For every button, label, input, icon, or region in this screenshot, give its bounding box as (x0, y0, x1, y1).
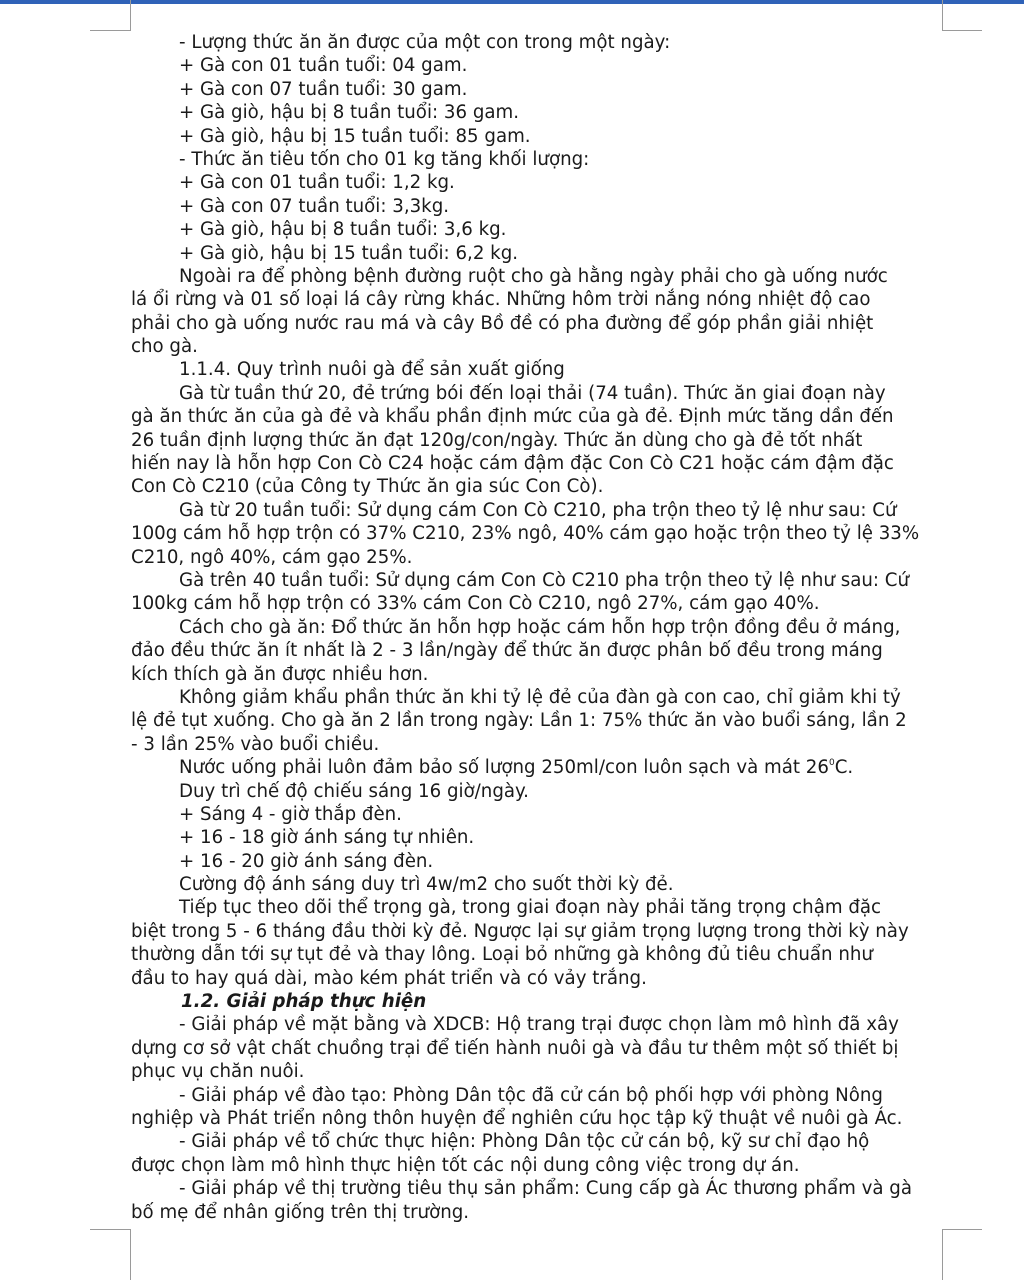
crop-mark-bottom-right (942, 1229, 982, 1230)
text-line: Gà từ 20 tuần tuổi: Sử dụng cám Con Cò C210, pha trộn theo tỷ lệ như sau: Cứ (179, 499, 897, 521)
crop-mark-top-left (90, 30, 131, 31)
text-line: Cách cho gà ăn: Đổ thức ăn hỗn hợp hoặc cám hỗn hợp trộn đồng đều ở máng, (179, 616, 901, 638)
text-line: + Gà con 07 tuần tuổi: 3,3kg. (179, 195, 450, 217)
text-line: cho gà. (131, 336, 198, 358)
text-line: Con Cò C210 (của Công ty Thức ăn gia súc Con Cò). (131, 476, 604, 498)
crop-mark-bottom-right-v (942, 1229, 943, 1280)
text-line: phục vụ chăn nuôi. (131, 1061, 305, 1083)
text-line: 1.1.4. Quy trình nuôi gà để sản xuất giống (179, 359, 565, 381)
text-line: - Thức ăn tiêu tốn cho 01 kg tăng khối lượng: (179, 148, 590, 170)
crop-mark-top-right-v (942, 0, 943, 31)
text-line: thường dẫn tới sự tụt đẻ và thay lông. Loại bỏ những gà không đủ tiêu chuẩn như (131, 944, 873, 966)
text-line: + Gà con 01 tuần tuổi: 1,2 kg. (179, 172, 455, 194)
text-line: 100g cám hỗ hợp trộn có 37% C210, 23% ngô, 40% cám gạo hoặc trộn theo tỷ lệ 33% (131, 523, 920, 545)
text-line: Duy trì chế độ chiếu sáng 16 giờ/ngày. (179, 780, 529, 802)
text-line: - Giải pháp về đào tạo: Phòng Dân tộc đã cử cán bộ phối hợp với phòng Nông (179, 1084, 883, 1106)
text-line: C210, ngô 40%, cám gạo 25%. (131, 546, 413, 568)
text-line: + Gà con 01 tuần tuổi: 04 gam. (179, 55, 468, 77)
text-line: Gà từ tuần thứ 20, đẻ trứng bói đến loại thải (74 tuần). Thức ăn giai đoạn này (179, 382, 886, 404)
text-line: Tiếp tục theo dõi thể trọng gà, trong giai đoạn này phải tăng trọng chậm đặc (179, 897, 882, 919)
text-line: + Gà con 07 tuần tuổi: 30 gam. (179, 78, 468, 100)
text-line: - Giải pháp về tổ chức thực hiện: Phòng Dân tộc cử cán bộ, kỹ sư chỉ đạo hộ (179, 1131, 870, 1153)
text-line: gà ăn thức ăn của gà đẻ và khẩu phần định mức của gà đẻ. Định mức tăng dần đến (131, 406, 894, 428)
crop-mark-top-left-v (130, 0, 131, 31)
document-page (131, 31, 937, 1224)
text-line: nghiệp và Phát triển nông thôn huyện để nghiên cứu học tập kỹ thuật về nuôi gà Ác. (131, 1107, 903, 1129)
text-line: kích thích gà ăn được nhiều hơn. (131, 663, 429, 685)
text-line: Ngoài ra để phòng bệnh đường ruột cho gà hằng ngày phải cho gà uống nước (179, 265, 888, 287)
text-line: đảo đều thức ăn ít nhất là 2 - 3 lần/ngày để thức ăn được phân bố đều trong máng (131, 640, 883, 662)
window-top-bar (0, 0, 1024, 4)
text-line: + Gà giò, hậu bị 15 tuần tuổi: 6,2 kg. (179, 242, 519, 264)
section-heading: 1.2. Giải pháp thực hiện (181, 991, 427, 1013)
text-line: 100kg cám hỗ hợp trộn có 33% cám Con Cò C210, ngô 27%, cám gạo 40%. (131, 593, 820, 615)
text-line: lá ổi rừng và 01 số loại lá cây rừng khác. Những hôm trời nắng nóng nhiệt độ cao (131, 289, 871, 311)
crop-mark-top-right (942, 30, 982, 31)
text-line: Cường độ ánh sáng duy trì 4w/m2 cho suốt thời kỳ đẻ. (179, 874, 674, 896)
text-line: + Sáng 4 - giờ thắp đèn. (179, 803, 402, 825)
text-line: 26 tuần định lượng thức ăn đạt 120g/con/ngày. Thức ăn dùng cho gà đẻ tốt nhất (131, 429, 863, 451)
text-line: + Gà giò, hậu bị 15 tuần tuổi: 85 gam. (179, 125, 531, 147)
crop-mark-bottom-left (90, 1229, 131, 1230)
text-line: hiến nay là hỗn hợp Con Cò C24 hoặc cám đậm đặc Con Cò C21 hoặc cám đậm đặc (131, 453, 894, 475)
superscript: 0 (828, 758, 835, 769)
text-line: - Lượng thức ăn ăn được của một con trong một ngày: (179, 32, 671, 53)
text-line: - Giải pháp về thị trường tiêu thụ sản phẩm: Cung cấp gà Ác thương phẩm và gà (179, 1178, 912, 1200)
text-line: + Gà giò, hậu bị 8 tuần tuổi: 36 gam. (179, 102, 520, 124)
text-line: Gà trên 40 tuần tuổi: Sử dụng cám Con Cò C210 pha trộn theo tỷ lệ như sau: Cứ (179, 569, 910, 591)
text-line: + Gà giò, hậu bị 8 tuần tuổi: 3,6 kg. (179, 219, 507, 241)
text-line: lệ đẻ tụt xuống. Cho gà ăn 2 lần trong ngày: Lần 1: 75% thức ăn vào buổi sáng, lần 2 (131, 710, 907, 732)
text-line: đầu to hay quá dài, mào kém phát triển và có vảy trắng. (131, 967, 647, 989)
text-line: phải cho gà uống nước rau má và cây Bồ đề có pha đường để góp phần giải nhiệt (131, 312, 874, 334)
text-line: được chọn làm mô hình thực hiện tốt các nội dung công việc trong dự án. (131, 1154, 800, 1176)
text-line: + 16 - 18 giờ ánh sáng tự nhiên. (179, 827, 475, 849)
text-line: Không giảm khẩu phần thức ăn khi tỷ lệ đẻ của đàn gà con cao, chỉ giảm khi tỷ (179, 686, 901, 708)
text-line: bố mẹ để nhân giống trên thị trường. (131, 1201, 470, 1223)
text-line: - 3 lần 25% vào buổi chiều. (131, 733, 380, 755)
text-line: Nước uống phải luôn đảm bảo số lượng 250ml/con luôn sạch và mát $26^0C$. (179, 757, 854, 779)
crop-mark-bottom-left-v (130, 1229, 131, 1280)
text-line: biệt trong 5 - 6 tháng đầu thời kỳ đẻ. Ngược lại sự giảm trọng lượng trong thời kỳ này (131, 920, 909, 942)
text-line: - Giải pháp về mặt bằng và XDCB: Hộ trang trại được chọn làm mô hình đã xây (179, 1014, 899, 1036)
text-line: + 16 - 20 giờ ánh sáng đèn. (179, 850, 434, 872)
text-line: dựng cơ sở vật chất chuồng trại để tiến hành nuôi gà và đầu tư thêm một số thiết bị (131, 1037, 899, 1059)
